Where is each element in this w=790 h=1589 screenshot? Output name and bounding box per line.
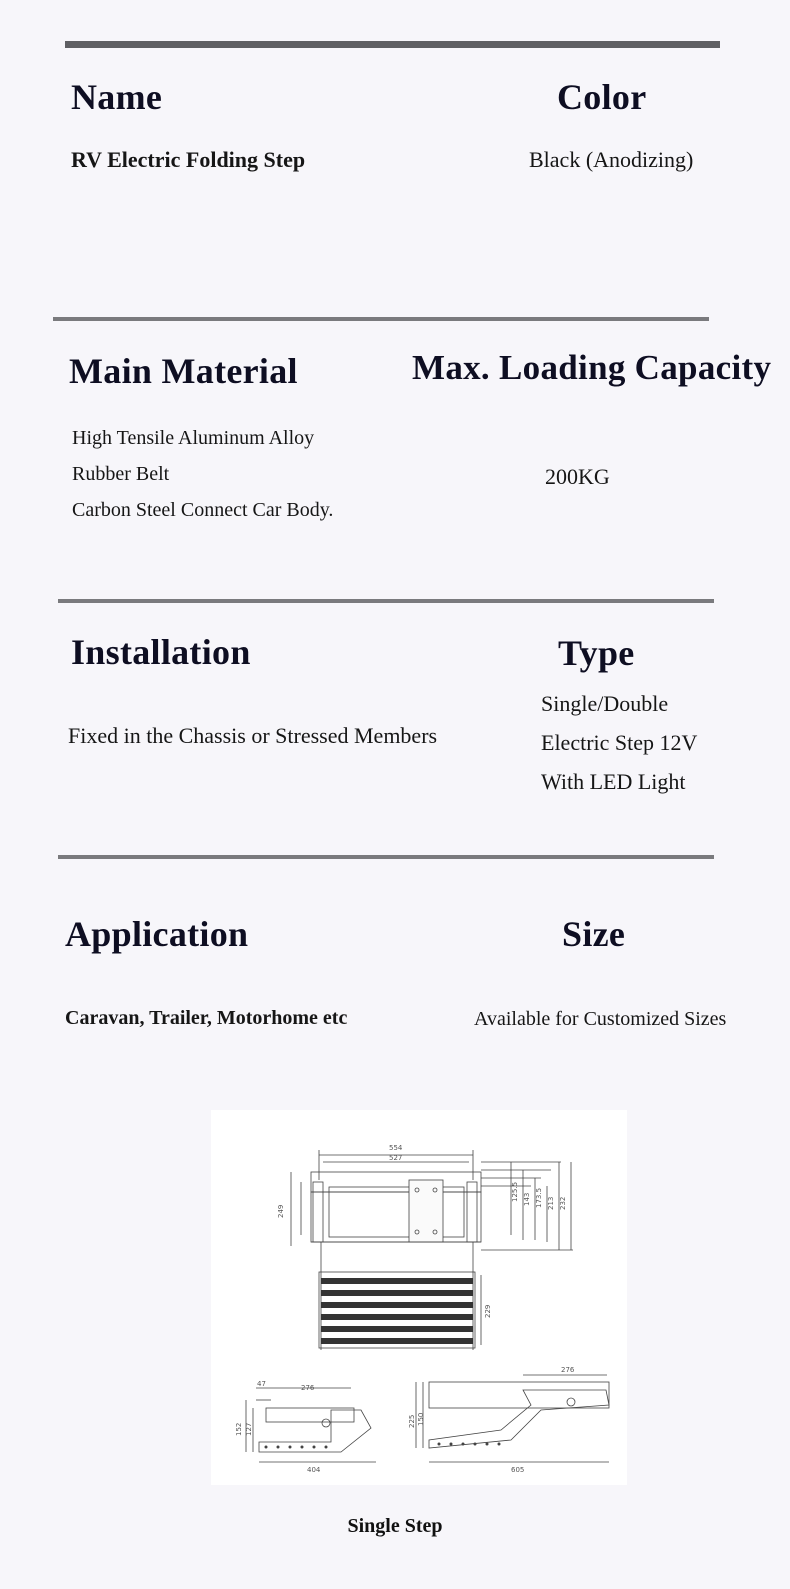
color-heading: Color	[557, 77, 647, 117]
dim-249: 249	[277, 1204, 285, 1218]
section-divider-2	[58, 599, 714, 603]
top-divider	[65, 41, 720, 48]
name-value: RV Electric Folding Step	[71, 147, 306, 172]
dim-213: 213	[547, 1196, 555, 1210]
size-heading: Size	[562, 914, 626, 954]
section-divider-3	[58, 855, 714, 859]
type-line-2: Electric Step 12V	[541, 730, 698, 755]
dim-150: 150	[417, 1412, 425, 1426]
material-line-3: Carbon Steel Connect Car Body.	[72, 499, 334, 521]
color-value: Black (Anodizing)	[529, 147, 694, 172]
section-divider-1	[53, 317, 709, 321]
material-line-1: High Tensile Aluminum Alloy	[72, 427, 315, 449]
dim-232: 232	[559, 1196, 567, 1210]
dim-47: 47	[257, 1380, 266, 1388]
application-value: Caravan, Trailer, Motorhome etc	[65, 1007, 348, 1029]
technical-drawing	[211, 1110, 627, 1485]
application-heading: Application	[65, 914, 249, 954]
dim-229: 229	[484, 1304, 492, 1318]
capacity-value: 200KG	[545, 464, 610, 489]
dim-276-left: 276	[301, 1384, 315, 1392]
dim-125-5: 125.5	[511, 1181, 519, 1202]
dim-554: 554	[389, 1144, 403, 1152]
capacity-heading: Max. Loading Capacity	[412, 348, 772, 387]
dim-143: 143	[523, 1192, 531, 1206]
dim-225: 225	[408, 1414, 416, 1428]
dim-404: 404	[307, 1466, 321, 1474]
dim-152: 152	[235, 1422, 243, 1436]
installation-value: Fixed in the Chassis or Stressed Members	[68, 723, 438, 748]
type-line-3: With LED Light	[541, 769, 686, 794]
dim-605: 605	[511, 1466, 525, 1474]
dim-276-right: 276	[561, 1366, 575, 1374]
dim-127: 127	[245, 1422, 253, 1436]
installation-heading: Installation	[71, 632, 251, 672]
type-line-1: Single/Double	[541, 691, 669, 716]
technical-drawing-panel	[211, 1110, 627, 1485]
material-heading: Main Material	[69, 351, 298, 391]
dim-527: 527	[389, 1154, 403, 1162]
material-line-2: Rubber Belt	[72, 463, 170, 485]
dim-173-5: 173.5	[535, 1187, 543, 1208]
drawing-caption: Single Step	[347, 1515, 443, 1537]
size-value: Available for Customized Sizes	[474, 1008, 727, 1030]
name-heading: Name	[71, 77, 163, 117]
type-heading: Type	[558, 633, 635, 673]
